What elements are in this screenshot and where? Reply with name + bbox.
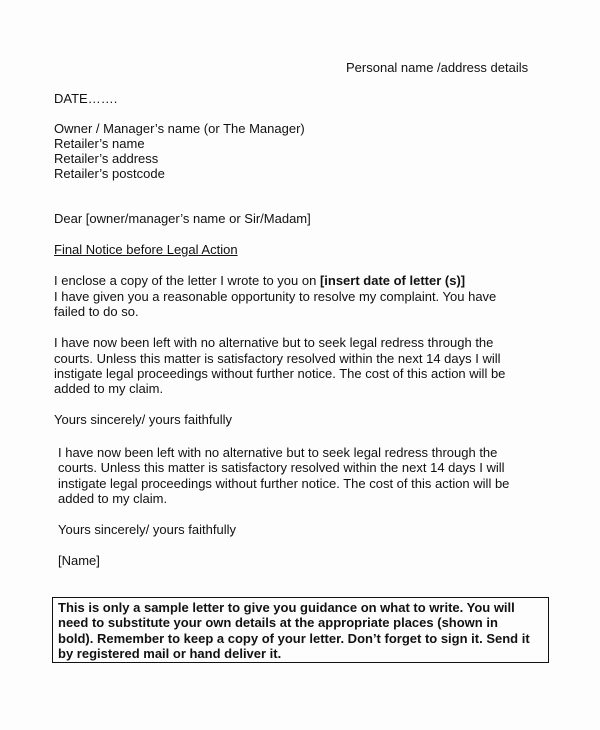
recipient-line: Retailer’s address: [54, 151, 159, 166]
note-line: by registered mail or hand deliver it.: [58, 646, 282, 661]
note-line: need to substitute your own details at the appropriate places (shown in: [58, 615, 498, 630]
paragraph-line: I have now been left with no alternative but to seek legal redress through the: [54, 335, 494, 350]
salutation: Dear [owner/manager’s name or Sir/Madam]: [54, 211, 311, 226]
paragraph-line: courts. Unless this matter is satisfactory resolved within the next 14 days I will: [58, 460, 505, 475]
closing-repeat: Yours sincerely/ yours faithfully: [58, 522, 236, 537]
paragraph-line: added to my claim.: [54, 381, 164, 396]
paragraph-line: [54, 273, 465, 289]
sender-details: Personal name /address details: [346, 60, 529, 75]
paragraph-line: added to my claim.: [58, 491, 168, 506]
paragraph-line: failed to do so.: [54, 304, 139, 319]
recipient-line: Retailer’s name: [54, 136, 145, 151]
recipient-line: Owner / Manager’s name (or The Manager): [54, 121, 305, 136]
note-line: bold). Remember to keep a copy of your letter. Don’t forget to sign it. Send it: [58, 631, 530, 646]
paragraph-line: instigate legal proceedings without further notice. The cost of this action will be: [54, 366, 506, 381]
note-line: This is only a sample letter to give you guidance on what to write. You will: [58, 600, 515, 615]
date-line: DATE…….: [54, 91, 118, 106]
paragraph-line: instigate legal proceedings without further notice. The cost of this action will be: [58, 476, 510, 491]
closing: Yours sincerely/ yours faithfully: [54, 412, 232, 427]
date-of-letter-placeholder: [insert date of letter (s)]: [319, 273, 466, 288]
paragraph-line: I have given you a reasonable opportunity to resolve my complaint. You have: [54, 289, 497, 304]
recipient-line: Retailer’s postcode: [54, 166, 165, 181]
name-placeholder: [Name]: [58, 553, 100, 568]
paragraph-text: I enclose a copy of the letter I wrote to you on: [54, 273, 320, 288]
paragraph-line: courts. Unless this matter is satisfactory resolved within the next 14 days I will: [54, 351, 501, 366]
subject-line: Final Notice before Legal Action: [54, 242, 238, 257]
paragraph-line: I have now been left with no alternative but to seek legal redress through the: [58, 445, 498, 460]
